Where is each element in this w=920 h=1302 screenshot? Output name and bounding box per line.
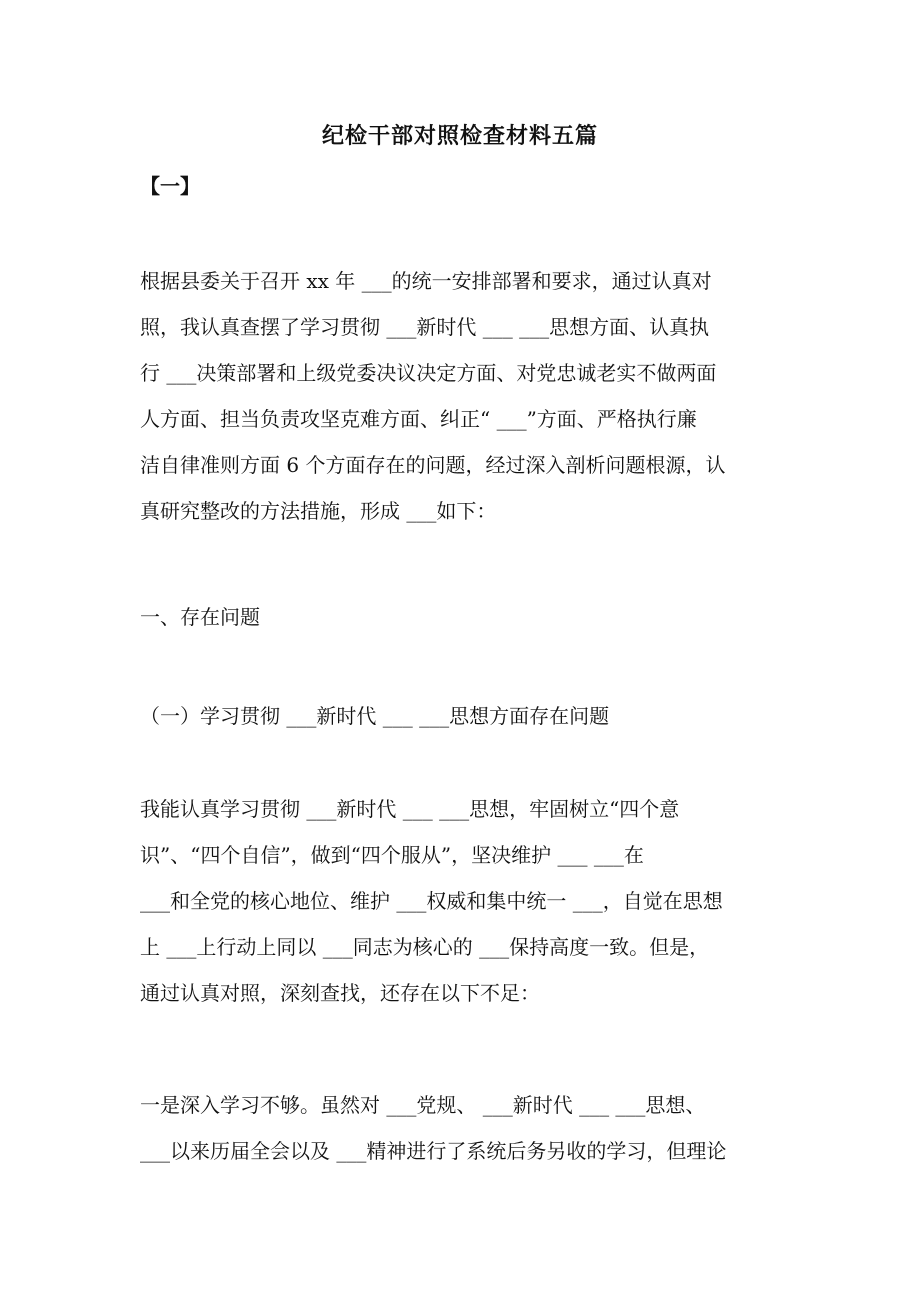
paragraph-study bbox=[140, 786, 780, 1016]
paragraph-line: 行 ___决策部署和上级党委决议决定方面、对党忠诚老实不做两面 bbox=[140, 361, 717, 385]
heading-existing-problems: 一、存在问题 bbox=[140, 605, 260, 629]
document-title: 纪检干部对照检查材料五篇 bbox=[321, 123, 598, 149]
paragraph-line: 人方面、担当负责攻坚克难方面、纠正“ ___”方面、严格执行廉 bbox=[140, 407, 697, 431]
paragraph-line: 识”、“四个自信”，做到“四个服从”，坚决维护 ___ ___在 bbox=[140, 843, 644, 867]
section-mark: 【一】 bbox=[140, 174, 200, 198]
paragraph-line: 照，我认真查摆了学习贯彻 ___新时代 ___ ___思想方面、认真执 bbox=[140, 315, 710, 339]
paragraph-first-issue bbox=[140, 1082, 780, 1174]
paragraph-line: 一是深入学习不够。虽然对 ___党规、 ___新时代 ___ ___思想、 bbox=[140, 1093, 706, 1117]
paragraph-line: 真研究整改的方法措施，形成 ___如下： bbox=[140, 499, 497, 523]
paragraph-intro bbox=[140, 258, 780, 534]
paragraph-line: ___以来历届全会以及 ___精神进行了系统后务另收的学习，但理论 bbox=[140, 1139, 727, 1163]
paragraph-line: ___和全党的核心地位、维护 ___权威和集中统一 ___，自觉在思想 bbox=[140, 889, 723, 913]
paragraph-line: 根据县委关于召开 xx 年 ___的统一安排部署和要求，通过认真对 bbox=[140, 269, 712, 293]
paragraph-line: 我能认真学习贯彻 ___新时代 ___ ___思想，牢固树立“四个意 bbox=[140, 797, 680, 821]
paragraph-line: 洁自律准则方面 6 个方面存在的问题，经过深入剖析问题根源，认 bbox=[140, 453, 726, 477]
paragraph-line: 上 ___上行动上同以 ___同志为核心的 ___保持高度一致。但是， bbox=[140, 935, 710, 959]
heading-study-problems: （一）学习贯彻 ___新时代 ___ ___思想方面存在问题 bbox=[140, 704, 610, 728]
paragraph-line: 通过认真对照，深刻查找，还存在以下不足： bbox=[140, 981, 540, 1005]
